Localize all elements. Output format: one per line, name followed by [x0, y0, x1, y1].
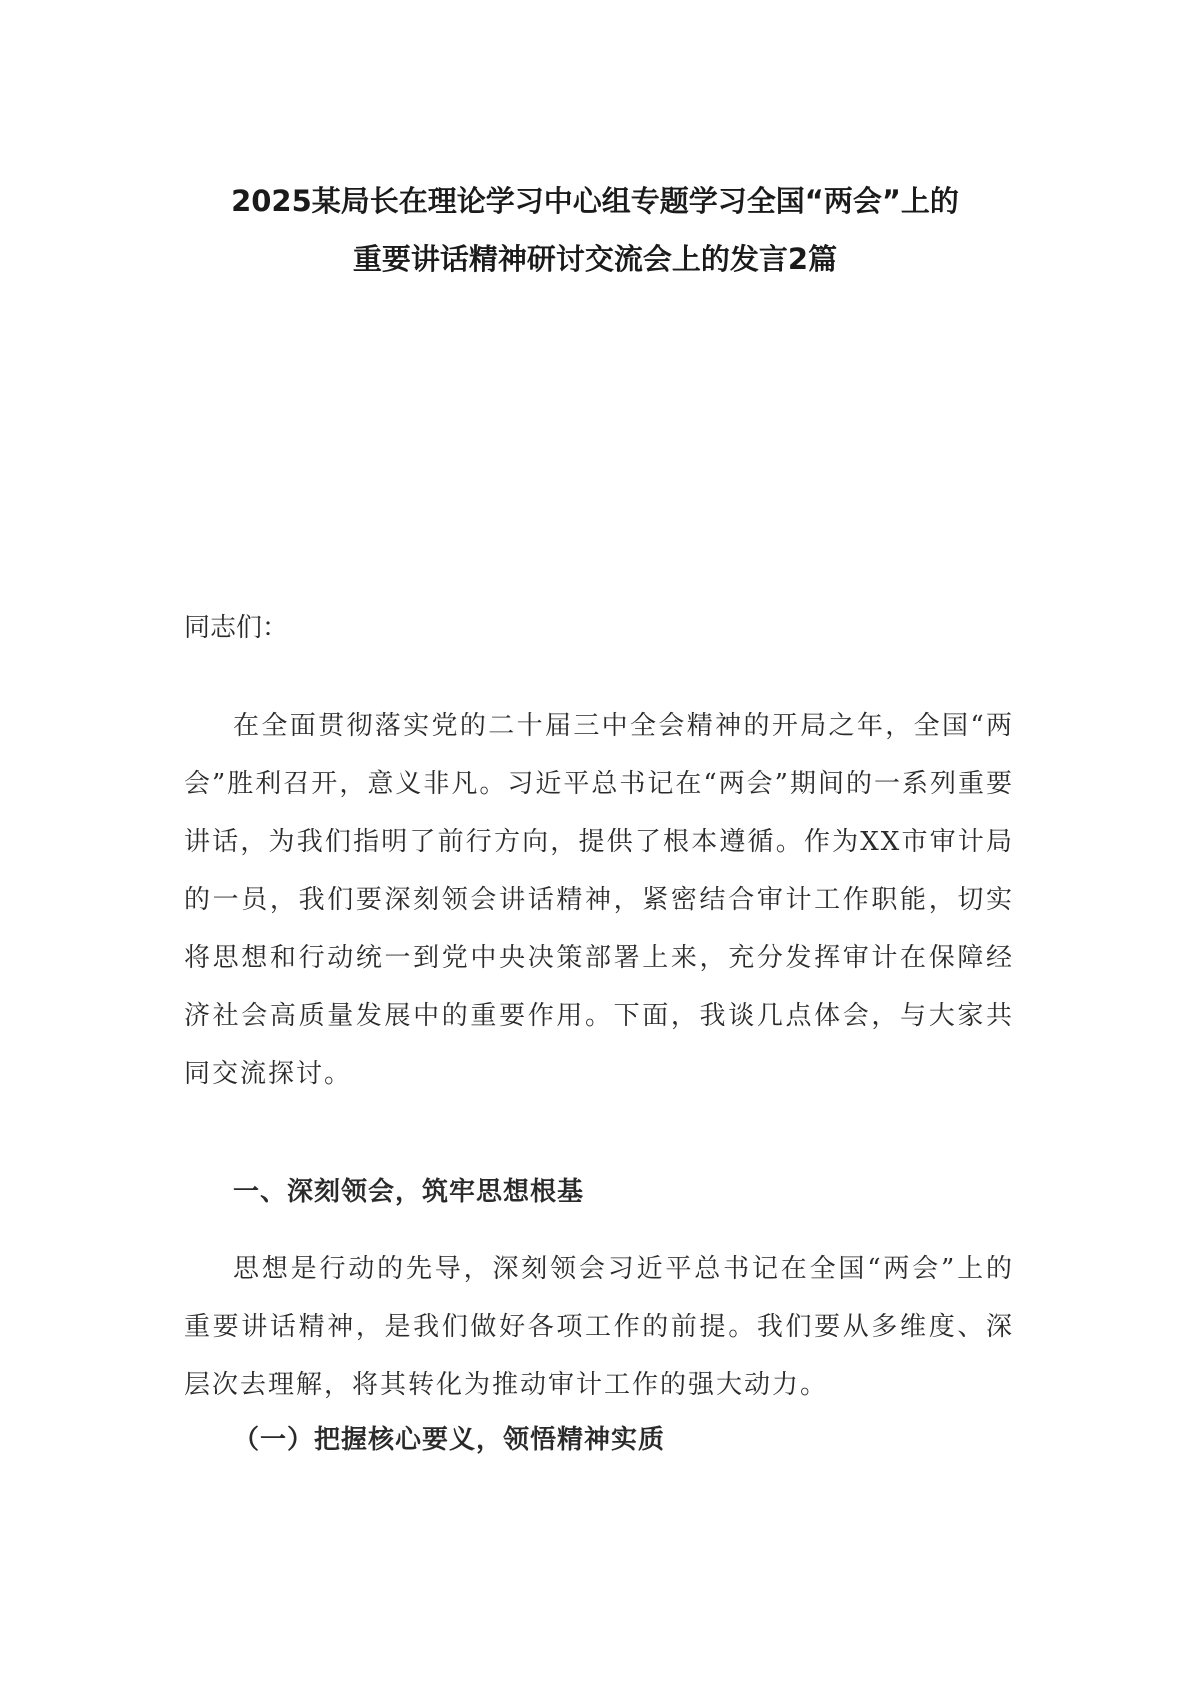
title-line-1: 2025某局长在理论学习中心组专题学习全国“两会”上的 [231, 184, 959, 218]
document-title [150, 172, 1040, 288]
subsection-heading-1: （一）把握核心要义，领悟精神实质 [233, 1425, 666, 1455]
paragraph-intro: 在全面贯彻落实党的二十届三中全会精神的开局之年，全国“两会”胜利召开，意义非凡。习近平总书记在“两会”期间的一系列重要讲话，为我们指明了前行方向，提供了根本遵循。作为XX市审计局的一员，我们要深刻领会讲话精神，紧密结合审计工作职能，切实将思想和行动统一到党中央决策部署上来，充分发挥审计在保障经济社会高质量发展中的重要作用。下面，我谈几点体会，与大家共同交流探讨。 [184, 711, 1014, 1089]
title-line-2: 重要讲话精神研讨交流会上的发言2篇 [352, 242, 838, 276]
section-heading-1: 一、深刻领会，筑牢思想根基 [233, 1177, 585, 1207]
salutation: 同志们： [184, 613, 289, 643]
paragraph-section-1: 思想是行动的先导，深刻领会习近平总书记在全国“两会”上的重要讲话精神，是我们做好各项工作的前提。我们要从多维度、深层次去理解，将其转化为推动审计工作的强大动力。 [184, 1254, 1014, 1400]
